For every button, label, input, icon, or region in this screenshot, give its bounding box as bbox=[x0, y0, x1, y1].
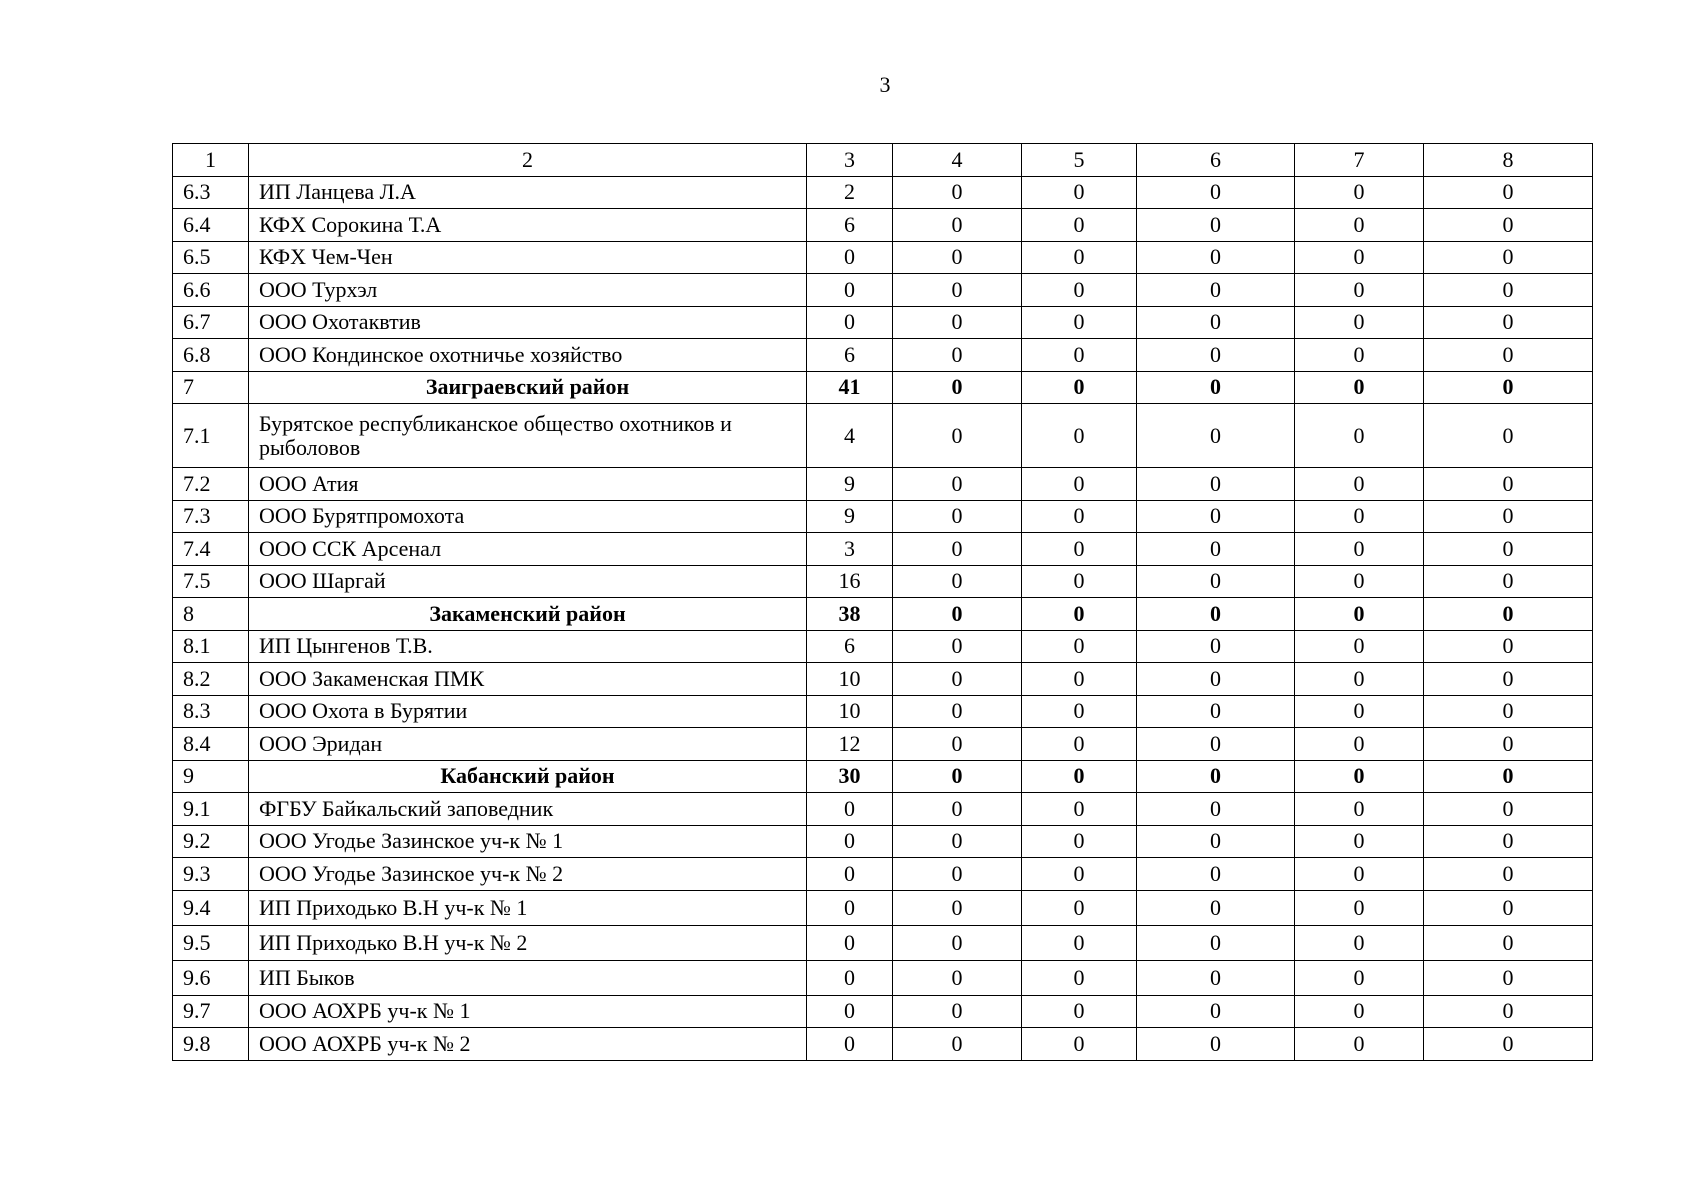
value-cell-col-3: 41 bbox=[807, 371, 893, 404]
value-cell-col-5: 0 bbox=[1022, 500, 1137, 533]
value-cell-col-6: 0 bbox=[1137, 565, 1295, 598]
organization-name-cell: ИП Приходько В.Н уч-к № 2 bbox=[249, 925, 807, 960]
organization-name-cell: ООО Охота в Бурятии bbox=[249, 695, 807, 728]
value-cell-col-7: 0 bbox=[1295, 533, 1424, 566]
value-cell-col-7: 0 bbox=[1295, 825, 1424, 858]
district-name-cell: Заиграевский район bbox=[249, 371, 807, 404]
table-row bbox=[173, 925, 1593, 960]
row-number-cell: 9.2 bbox=[173, 825, 249, 858]
value-cell-col-3: 9 bbox=[807, 468, 893, 501]
table-row bbox=[173, 663, 1593, 696]
value-cell-col-3: 6 bbox=[807, 630, 893, 663]
organization-name-cell: ООО Турхэл bbox=[249, 274, 807, 307]
organization-name-cell: ООО АОХРБ уч-к № 1 bbox=[249, 995, 807, 1028]
value-cell-col-5: 0 bbox=[1022, 598, 1137, 631]
organization-name-cell: ООО АОХРБ уч-к № 2 bbox=[249, 1028, 807, 1061]
value-cell-col-7: 0 bbox=[1295, 468, 1424, 501]
value-cell-col-7: 0 bbox=[1295, 306, 1424, 339]
value-cell-col-3: 4 bbox=[807, 404, 893, 468]
value-cell-col-5: 0 bbox=[1022, 630, 1137, 663]
value-cell-col-7: 0 bbox=[1295, 728, 1424, 761]
value-cell-col-8: 0 bbox=[1424, 995, 1593, 1028]
row-number-cell: 6.3 bbox=[173, 176, 249, 209]
value-cell-col-5: 0 bbox=[1022, 760, 1137, 793]
row-number-cell: 9.8 bbox=[173, 1028, 249, 1061]
value-cell-col-7: 0 bbox=[1295, 371, 1424, 404]
organization-name-cell: ИП Приходько В.Н уч-к № 1 bbox=[249, 890, 807, 925]
value-cell-col-8: 0 bbox=[1424, 176, 1593, 209]
value-cell-col-7: 0 bbox=[1295, 760, 1424, 793]
table-row bbox=[173, 404, 1593, 468]
organization-name-cell: ООО Кондинское охотничье хозяйство bbox=[249, 339, 807, 372]
district-row bbox=[173, 371, 1593, 404]
value-cell-col-5: 0 bbox=[1022, 176, 1137, 209]
district-row bbox=[173, 598, 1593, 631]
value-cell-col-5: 0 bbox=[1022, 339, 1137, 372]
value-cell-col-3: 0 bbox=[807, 793, 893, 826]
header-cell: 3 bbox=[807, 144, 893, 177]
value-cell-col-6: 0 bbox=[1137, 1028, 1295, 1061]
value-cell-col-4: 0 bbox=[893, 728, 1022, 761]
organization-name-cell: ООО Закаменская ПМК bbox=[249, 663, 807, 696]
value-cell-col-8: 0 bbox=[1424, 468, 1593, 501]
value-cell-col-3: 38 bbox=[807, 598, 893, 631]
value-cell-col-6: 0 bbox=[1137, 630, 1295, 663]
value-cell-col-3: 0 bbox=[807, 1028, 893, 1061]
organization-name-cell: ООО Эридан bbox=[249, 728, 807, 761]
organization-name-cell: КФХ Сорокина Т.А bbox=[249, 209, 807, 242]
value-cell-col-6: 0 bbox=[1137, 404, 1295, 468]
value-cell-col-7: 0 bbox=[1295, 339, 1424, 372]
value-cell-col-4: 0 bbox=[893, 306, 1022, 339]
row-number-cell: 9 bbox=[173, 760, 249, 793]
value-cell-col-8: 0 bbox=[1424, 925, 1593, 960]
value-cell-col-5: 0 bbox=[1022, 925, 1137, 960]
table-row bbox=[173, 533, 1593, 566]
value-cell-col-7: 0 bbox=[1295, 858, 1424, 891]
value-cell-col-8: 0 bbox=[1424, 760, 1593, 793]
row-number-cell: 8.2 bbox=[173, 663, 249, 696]
value-cell-col-6: 0 bbox=[1137, 241, 1295, 274]
value-cell-col-4: 0 bbox=[893, 565, 1022, 598]
value-cell-col-6: 0 bbox=[1137, 793, 1295, 826]
value-cell-col-5: 0 bbox=[1022, 533, 1137, 566]
row-number-cell: 9.1 bbox=[173, 793, 249, 826]
value-cell-col-4: 0 bbox=[893, 339, 1022, 372]
header-cell: 5 bbox=[1022, 144, 1137, 177]
value-cell-col-6: 0 bbox=[1137, 695, 1295, 728]
organization-name-cell: ООО Угодье Зазинское уч-к № 1 bbox=[249, 825, 807, 858]
value-cell-col-5: 0 bbox=[1022, 825, 1137, 858]
header-cell: 2 bbox=[249, 144, 807, 177]
value-cell-col-5: 0 bbox=[1022, 663, 1137, 696]
value-cell-col-3: 10 bbox=[807, 695, 893, 728]
value-cell-col-3: 0 bbox=[807, 825, 893, 858]
district-name-cell: Кабанский район bbox=[249, 760, 807, 793]
table-row bbox=[173, 565, 1593, 598]
value-cell-col-7: 0 bbox=[1295, 890, 1424, 925]
organization-name-cell: ООО ССК Арсенал bbox=[249, 533, 807, 566]
organization-name-cell: ООО Угодье Зазинское уч-к № 2 bbox=[249, 858, 807, 891]
header-cell: 8 bbox=[1424, 144, 1593, 177]
value-cell-col-6: 0 bbox=[1137, 176, 1295, 209]
value-cell-col-8: 0 bbox=[1424, 565, 1593, 598]
value-cell-col-6: 0 bbox=[1137, 209, 1295, 242]
value-cell-col-5: 0 bbox=[1022, 858, 1137, 891]
table-row bbox=[173, 630, 1593, 663]
value-cell-col-8: 0 bbox=[1424, 663, 1593, 696]
value-cell-col-7: 0 bbox=[1295, 598, 1424, 631]
organization-name-cell: ИП Ланцева Л.А bbox=[249, 176, 807, 209]
table-row bbox=[173, 500, 1593, 533]
row-number-cell: 9.5 bbox=[173, 925, 249, 960]
table-row bbox=[173, 858, 1593, 891]
value-cell-col-6: 0 bbox=[1137, 728, 1295, 761]
table-row bbox=[173, 960, 1593, 995]
value-cell-col-8: 0 bbox=[1424, 371, 1593, 404]
table-body bbox=[173, 144, 1593, 1061]
value-cell-col-7: 0 bbox=[1295, 695, 1424, 728]
table-row bbox=[173, 209, 1593, 242]
value-cell-col-4: 0 bbox=[893, 925, 1022, 960]
value-cell-col-4: 0 bbox=[893, 663, 1022, 696]
value-cell-col-3: 9 bbox=[807, 500, 893, 533]
table-row bbox=[173, 306, 1593, 339]
value-cell-col-3: 3 bbox=[807, 533, 893, 566]
value-cell-col-8: 0 bbox=[1424, 793, 1593, 826]
value-cell-col-3: 30 bbox=[807, 760, 893, 793]
value-cell-col-7: 0 bbox=[1295, 500, 1424, 533]
value-cell-col-3: 16 bbox=[807, 565, 893, 598]
value-cell-col-4: 0 bbox=[893, 1028, 1022, 1061]
value-cell-col-4: 0 bbox=[893, 468, 1022, 501]
district-name-cell: Закаменский район bbox=[249, 598, 807, 631]
organization-name-cell: ИП Цынгенов Т.В. bbox=[249, 630, 807, 663]
row-number-cell: 6.5 bbox=[173, 241, 249, 274]
value-cell-col-4: 0 bbox=[893, 176, 1022, 209]
row-number-cell: 6.8 bbox=[173, 339, 249, 372]
value-cell-col-7: 0 bbox=[1295, 925, 1424, 960]
organization-name-cell: ООО Шаргай bbox=[249, 565, 807, 598]
organization-name-cell: ИП Быков bbox=[249, 960, 807, 995]
header-cell: 1 bbox=[173, 144, 249, 177]
value-cell-col-5: 0 bbox=[1022, 728, 1137, 761]
value-cell-col-6: 0 bbox=[1137, 995, 1295, 1028]
value-cell-col-4: 0 bbox=[893, 760, 1022, 793]
value-cell-col-5: 0 bbox=[1022, 565, 1137, 598]
page-number: 3 bbox=[879, 72, 891, 97]
table-row bbox=[173, 825, 1593, 858]
value-cell-col-4: 0 bbox=[893, 793, 1022, 826]
header-cell: 6 bbox=[1137, 144, 1295, 177]
value-cell-col-5: 0 bbox=[1022, 306, 1137, 339]
value-cell-col-8: 0 bbox=[1424, 630, 1593, 663]
value-cell-col-6: 0 bbox=[1137, 825, 1295, 858]
value-cell-col-5: 0 bbox=[1022, 209, 1137, 242]
row-number-cell: 9.4 bbox=[173, 890, 249, 925]
value-cell-col-7: 0 bbox=[1295, 274, 1424, 307]
value-cell-col-8: 0 bbox=[1424, 241, 1593, 274]
row-number-cell: 6.6 bbox=[173, 274, 249, 307]
value-cell-col-6: 0 bbox=[1137, 274, 1295, 307]
value-cell-col-3: 0 bbox=[807, 890, 893, 925]
value-cell-col-6: 0 bbox=[1137, 858, 1295, 891]
value-cell-col-7: 0 bbox=[1295, 995, 1424, 1028]
table-row bbox=[173, 995, 1593, 1028]
table-row bbox=[173, 695, 1593, 728]
value-cell-col-3: 0 bbox=[807, 925, 893, 960]
value-cell-col-6: 0 bbox=[1137, 371, 1295, 404]
value-cell-col-3: 0 bbox=[807, 274, 893, 307]
value-cell-col-6: 0 bbox=[1137, 468, 1295, 501]
value-cell-col-4: 0 bbox=[893, 995, 1022, 1028]
value-cell-col-5: 0 bbox=[1022, 793, 1137, 826]
row-number-cell: 6.7 bbox=[173, 306, 249, 339]
value-cell-col-8: 0 bbox=[1424, 858, 1593, 891]
row-number-cell: 8.3 bbox=[173, 695, 249, 728]
value-cell-col-4: 0 bbox=[893, 825, 1022, 858]
table-row bbox=[173, 176, 1593, 209]
value-cell-col-4: 0 bbox=[893, 404, 1022, 468]
header-cell: 4 bbox=[893, 144, 1022, 177]
value-cell-col-6: 0 bbox=[1137, 960, 1295, 995]
value-cell-col-8: 0 bbox=[1424, 274, 1593, 307]
value-cell-col-8: 0 bbox=[1424, 209, 1593, 242]
value-cell-col-4: 0 bbox=[893, 890, 1022, 925]
value-cell-col-8: 0 bbox=[1424, 1028, 1593, 1061]
value-cell-col-7: 0 bbox=[1295, 630, 1424, 663]
value-cell-col-6: 0 bbox=[1137, 500, 1295, 533]
value-cell-col-5: 0 bbox=[1022, 1028, 1137, 1061]
value-cell-col-3: 12 bbox=[807, 728, 893, 761]
row-number-cell: 7.2 bbox=[173, 468, 249, 501]
value-cell-col-8: 0 bbox=[1424, 533, 1593, 566]
value-cell-col-6: 0 bbox=[1137, 306, 1295, 339]
value-cell-col-5: 0 bbox=[1022, 995, 1137, 1028]
value-cell-col-5: 0 bbox=[1022, 468, 1137, 501]
row-number-cell: 7 bbox=[173, 371, 249, 404]
value-cell-col-7: 0 bbox=[1295, 960, 1424, 995]
row-number-cell: 8 bbox=[173, 598, 249, 631]
table-row bbox=[173, 468, 1593, 501]
value-cell-col-4: 0 bbox=[893, 500, 1022, 533]
value-cell-col-5: 0 bbox=[1022, 371, 1137, 404]
value-cell-col-4: 0 bbox=[893, 695, 1022, 728]
row-number-cell: 7.5 bbox=[173, 565, 249, 598]
table-row bbox=[173, 793, 1593, 826]
value-cell-col-7: 0 bbox=[1295, 176, 1424, 209]
value-cell-col-6: 0 bbox=[1137, 890, 1295, 925]
value-cell-col-7: 0 bbox=[1295, 1028, 1424, 1061]
value-cell-col-7: 0 bbox=[1295, 404, 1424, 468]
value-cell-col-8: 0 bbox=[1424, 404, 1593, 468]
value-cell-col-7: 0 bbox=[1295, 663, 1424, 696]
value-cell-col-8: 0 bbox=[1424, 598, 1593, 631]
value-cell-col-7: 0 bbox=[1295, 565, 1424, 598]
value-cell-col-3: 6 bbox=[807, 209, 893, 242]
value-cell-col-4: 0 bbox=[893, 598, 1022, 631]
value-cell-col-3: 2 bbox=[807, 176, 893, 209]
table-row bbox=[173, 890, 1593, 925]
row-number-cell: 7.4 bbox=[173, 533, 249, 566]
row-number-cell: 8.4 bbox=[173, 728, 249, 761]
table-row bbox=[173, 339, 1593, 372]
data-table bbox=[172, 143, 1593, 1061]
district-row bbox=[173, 760, 1593, 793]
table-row bbox=[173, 274, 1593, 307]
value-cell-col-5: 0 bbox=[1022, 890, 1137, 925]
organization-name-cell: ООО Охотаквтив bbox=[249, 306, 807, 339]
organization-name-cell: КФХ Чем-Чен bbox=[249, 241, 807, 274]
row-number-cell: 9.7 bbox=[173, 995, 249, 1028]
header-row bbox=[173, 144, 1593, 177]
table-row bbox=[173, 728, 1593, 761]
value-cell-col-8: 0 bbox=[1424, 306, 1593, 339]
value-cell-col-6: 0 bbox=[1137, 533, 1295, 566]
value-cell-col-5: 0 bbox=[1022, 695, 1137, 728]
row-number-cell: 7.3 bbox=[173, 500, 249, 533]
value-cell-col-4: 0 bbox=[893, 209, 1022, 242]
value-cell-col-6: 0 bbox=[1137, 760, 1295, 793]
table-row bbox=[173, 241, 1593, 274]
organization-name-cell: Бурятское республиканское общество охотников и рыболовов bbox=[249, 404, 807, 468]
value-cell-col-3: 0 bbox=[807, 241, 893, 274]
value-cell-col-6: 0 bbox=[1137, 339, 1295, 372]
value-cell-col-7: 0 bbox=[1295, 241, 1424, 274]
value-cell-col-3: 10 bbox=[807, 663, 893, 696]
row-number-cell: 6.4 bbox=[173, 209, 249, 242]
value-cell-col-4: 0 bbox=[893, 858, 1022, 891]
value-cell-col-6: 0 bbox=[1137, 663, 1295, 696]
row-number-cell: 9.6 bbox=[173, 960, 249, 995]
value-cell-col-4: 0 bbox=[893, 371, 1022, 404]
value-cell-col-8: 0 bbox=[1424, 960, 1593, 995]
value-cell-col-8: 0 bbox=[1424, 500, 1593, 533]
organization-name-cell: ООО Бурятпромохота bbox=[249, 500, 807, 533]
value-cell-col-5: 0 bbox=[1022, 241, 1137, 274]
organization-name-cell: ООО Атия bbox=[249, 468, 807, 501]
value-cell-col-4: 0 bbox=[893, 960, 1022, 995]
value-cell-col-3: 0 bbox=[807, 995, 893, 1028]
value-cell-col-3: 0 bbox=[807, 858, 893, 891]
value-cell-col-4: 0 bbox=[893, 533, 1022, 566]
value-cell-col-6: 0 bbox=[1137, 925, 1295, 960]
value-cell-col-3: 6 bbox=[807, 339, 893, 372]
value-cell-col-7: 0 bbox=[1295, 209, 1424, 242]
value-cell-col-4: 0 bbox=[893, 630, 1022, 663]
value-cell-col-5: 0 bbox=[1022, 274, 1137, 307]
row-number-cell: 7.1 bbox=[173, 404, 249, 468]
header-cell: 7 bbox=[1295, 144, 1424, 177]
value-cell-col-3: 0 bbox=[807, 306, 893, 339]
value-cell-col-8: 0 bbox=[1424, 825, 1593, 858]
value-cell-col-5: 0 bbox=[1022, 960, 1137, 995]
value-cell-col-8: 0 bbox=[1424, 339, 1593, 372]
value-cell-col-7: 0 bbox=[1295, 793, 1424, 826]
value-cell-col-5: 0 bbox=[1022, 404, 1137, 468]
value-cell-col-8: 0 bbox=[1424, 728, 1593, 761]
value-cell-col-4: 0 bbox=[893, 241, 1022, 274]
value-cell-col-6: 0 bbox=[1137, 598, 1295, 631]
value-cell-col-8: 0 bbox=[1424, 695, 1593, 728]
value-cell-col-3: 0 bbox=[807, 960, 893, 995]
row-number-cell: 9.3 bbox=[173, 858, 249, 891]
table-row bbox=[173, 1028, 1593, 1061]
organization-name-cell: ФГБУ Байкальский заповедник bbox=[249, 793, 807, 826]
row-number-cell: 8.1 bbox=[173, 630, 249, 663]
value-cell-col-4: 0 bbox=[893, 274, 1022, 307]
value-cell-col-8: 0 bbox=[1424, 890, 1593, 925]
